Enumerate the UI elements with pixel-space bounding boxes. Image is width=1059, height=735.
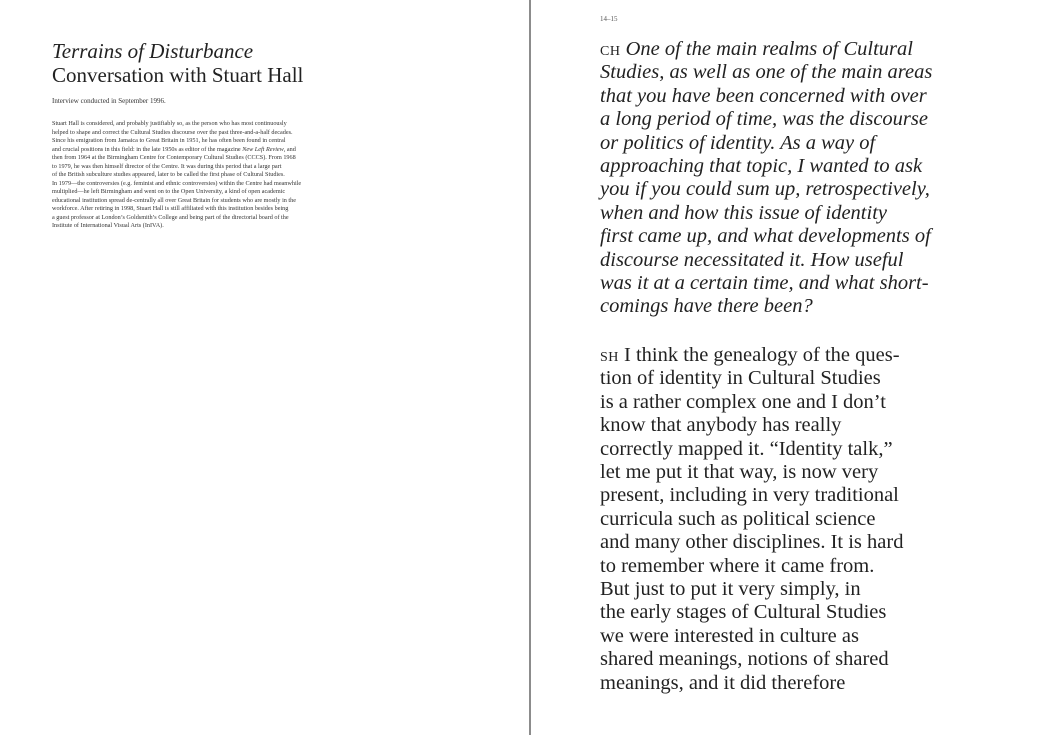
interview-date-note: Interview conducted in September 1996. xyxy=(52,97,166,105)
question-line: was it at a certain time, and what short- xyxy=(600,272,929,295)
question-line: or politics of identity. As a way of xyxy=(600,131,876,154)
question-line: you if you could sum up, retrospectively, xyxy=(600,178,930,201)
question-line: approaching that topic, I wanted to ask xyxy=(600,155,923,178)
answer-line: shared meanings, notions of shared xyxy=(600,648,889,671)
interviewee-answer xyxy=(600,344,1040,695)
bio-line: Institute of International Visual Arts (InIVA). xyxy=(52,222,164,229)
left-page xyxy=(0,0,529,735)
answer-line: present, including in very traditional xyxy=(600,484,899,507)
article-title-italic: Terrains of Disturbance xyxy=(52,39,254,63)
magazine-title: New Left Review xyxy=(242,145,284,153)
answer-line: is a rather complex one and I don’t xyxy=(600,390,886,413)
bio-line: Stuart Hall is considered, and probably justifiably so, as the person who has most continuously xyxy=(52,120,287,127)
bio-line-with-magazine xyxy=(52,146,382,155)
bio-line-text: and crucial positions in this field: in the late 1950s as editor of the magazine xyxy=(52,145,243,153)
bio-line: helped to shape and correct the Cultural Studies discourse over the past three-and-a-half decades. xyxy=(52,128,293,136)
answer-line: correctly mapped it. “Identity talk,” xyxy=(600,437,893,460)
question-line: when and how this issue of identity xyxy=(600,201,887,224)
question-line: comings have there been? xyxy=(600,295,813,318)
bio-paragraph xyxy=(52,120,382,231)
bio-line: a guest professor at London’s Goldsmith’s College and being part of the directorial board of the xyxy=(52,213,289,221)
question-line: Studies, as well as one of the main areas xyxy=(600,61,933,84)
speaker-initials-ch: ch xyxy=(600,38,621,60)
article-title-main: Conversation with Stuart Hall xyxy=(52,63,304,87)
answer-line: let me put it that way, is now very xyxy=(600,461,879,484)
page-numbers: 14–15 xyxy=(600,15,618,23)
answer-line: know that anybody has really xyxy=(600,414,842,437)
bio-line: multiplied—he left Birmingham and went on to the Open University, a kind of open academic xyxy=(52,188,286,195)
answer-line: to remember where it came from. xyxy=(600,554,875,577)
answer-line: meanings, and it did therefore xyxy=(600,671,846,694)
interviewer-question xyxy=(600,38,1040,319)
bio-line: educational institution spread de-centrally all over Great Britain for students who are mostly in the xyxy=(52,196,296,204)
bio-line: In 1979—the controversies (e.g. feminist and ethnic controversies) within the Centre had meanwhile xyxy=(52,179,302,187)
question-line: a long period of time, was the discourse xyxy=(600,108,928,131)
bio-line-text: , and xyxy=(283,145,296,153)
question-line: first came up, and what developments of xyxy=(600,225,931,248)
answer-line: tion of identity in Cultural Studies xyxy=(600,367,881,390)
bio-line: to 1979, he was then himself director of the Centre. It was during this period that a large part xyxy=(52,162,282,170)
bio-line: workforce. After retiring in 1998, Stuart Hall is still affiliated with this institution besides being xyxy=(52,205,289,212)
bio-line: of the British subculture studies appeared, later to be called the first phase of Cultural Studies. xyxy=(52,171,285,178)
answer-line: But just to put it very simply, in xyxy=(600,578,861,601)
answer-text: I think the genealogy of the ques- xyxy=(624,344,900,366)
answer-line: we were interested in culture as xyxy=(600,624,859,647)
question-text: One of the main realms of Cultural xyxy=(625,38,913,60)
answer-line: and many other disciplines. It is hard xyxy=(600,531,904,554)
answer-line: the early stages of Cultural Studies xyxy=(600,601,887,624)
question-line: discourse necessitated it. How useful xyxy=(600,248,904,271)
right-page xyxy=(531,0,1059,735)
speaker-initials-sh: sh xyxy=(600,344,619,366)
bio-line: then from 1964 at the Birmingham Centre for Contemporary Cultural Studies (CCCS). From 1968 xyxy=(52,154,296,161)
answer-line: curricula such as political science xyxy=(600,507,876,530)
question-line: that you have been concerned with over xyxy=(600,84,927,107)
question-line xyxy=(600,38,1040,61)
answer-line xyxy=(600,344,1040,367)
bio-line: Since his emigration from Jamaica to Great Britain in 1951, he has often been found in central xyxy=(52,137,286,144)
